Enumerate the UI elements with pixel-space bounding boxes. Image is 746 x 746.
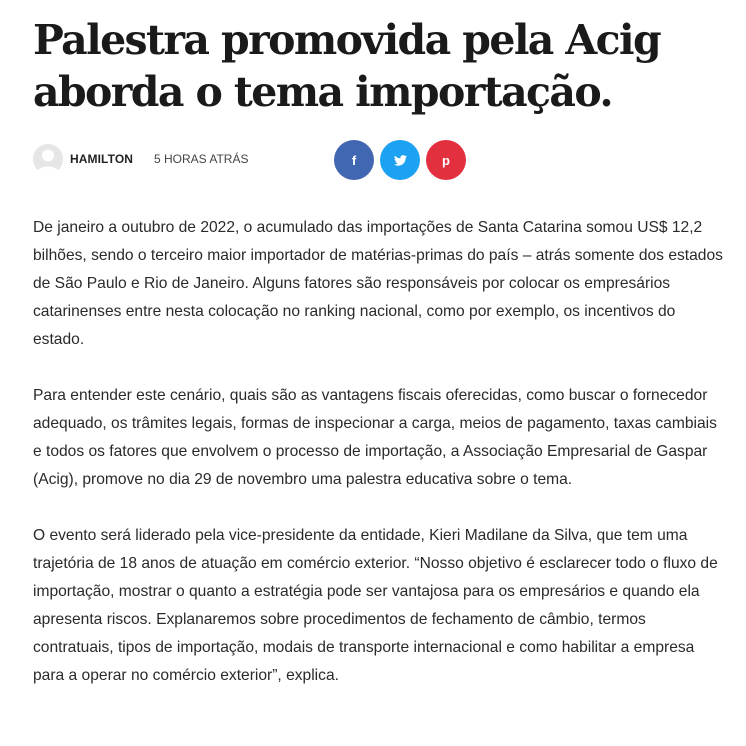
paragraph: Para entender este cenário, quais são as vantagens fiscais oferecidas, como buscar o fornecedor adequado, os trâmites legais, formas de inspecionar a carga, meios de pagamento, taxas cambiais e todos os fatores que envolvem o processo de importação, a Associação Empresarial de Gaspar (Acig), promove no dia 29 de novembro uma palestra educativa sobre o tema. <box>33 387 717 488</box>
pinterest-share-button[interactable] <box>426 140 466 180</box>
article <box>33 14 723 684</box>
facebook-share-button[interactable] <box>334 140 374 180</box>
author-name[interactable]: HAMILTON <box>70 152 134 166</box>
article-meta <box>33 140 723 180</box>
facebook-icon: f <box>351 152 357 168</box>
user-icon <box>33 144 63 174</box>
twitter-share-button[interactable] <box>380 140 420 180</box>
pinterest-icon: p <box>442 152 450 168</box>
twitter-icon <box>394 155 407 166</box>
paragraph: De janeiro a outubro de 2022, o acumulado das importações de Santa Catarina somou US$ 12,2 bilhões, sendo o terceiro maior importador de matérias-primas do país – atrás somente dos estados de São Paulo e Rio de Janeiro. Alguns fatores são responsáveis por colocar os empresários catarinenses entre nesta colocação no ranking nacional, como por exemplo, os incentivos do estado. <box>33 219 723 348</box>
paragraph: O evento será liderado pela vice-presidente da entidade, Kieri Madilane da Silva, que tem uma trajetória de 18 anos de atuação em comércio exterior. “Nosso objetivo é esclarecer todo o fluxo de importação, mostrar o quanto a estratégia pode ser vantajosa para os empresários e quando ela apresenta riscos. Explanaremos sobre procedimentos de fechamento de câmbio, termos contratuais, tipos de importação, modais de transporte internacional e como habilitar a empresa para a operar no comércio exterior”, explica. <box>33 527 718 684</box>
article-title: Palestra promovida pela Acig aborda o tema importação. <box>33 16 661 116</box>
article-body <box>33 214 723 718</box>
publish-time: 5 HORAS ATRÁS <box>154 152 249 166</box>
avatar[interactable] <box>33 144 63 174</box>
